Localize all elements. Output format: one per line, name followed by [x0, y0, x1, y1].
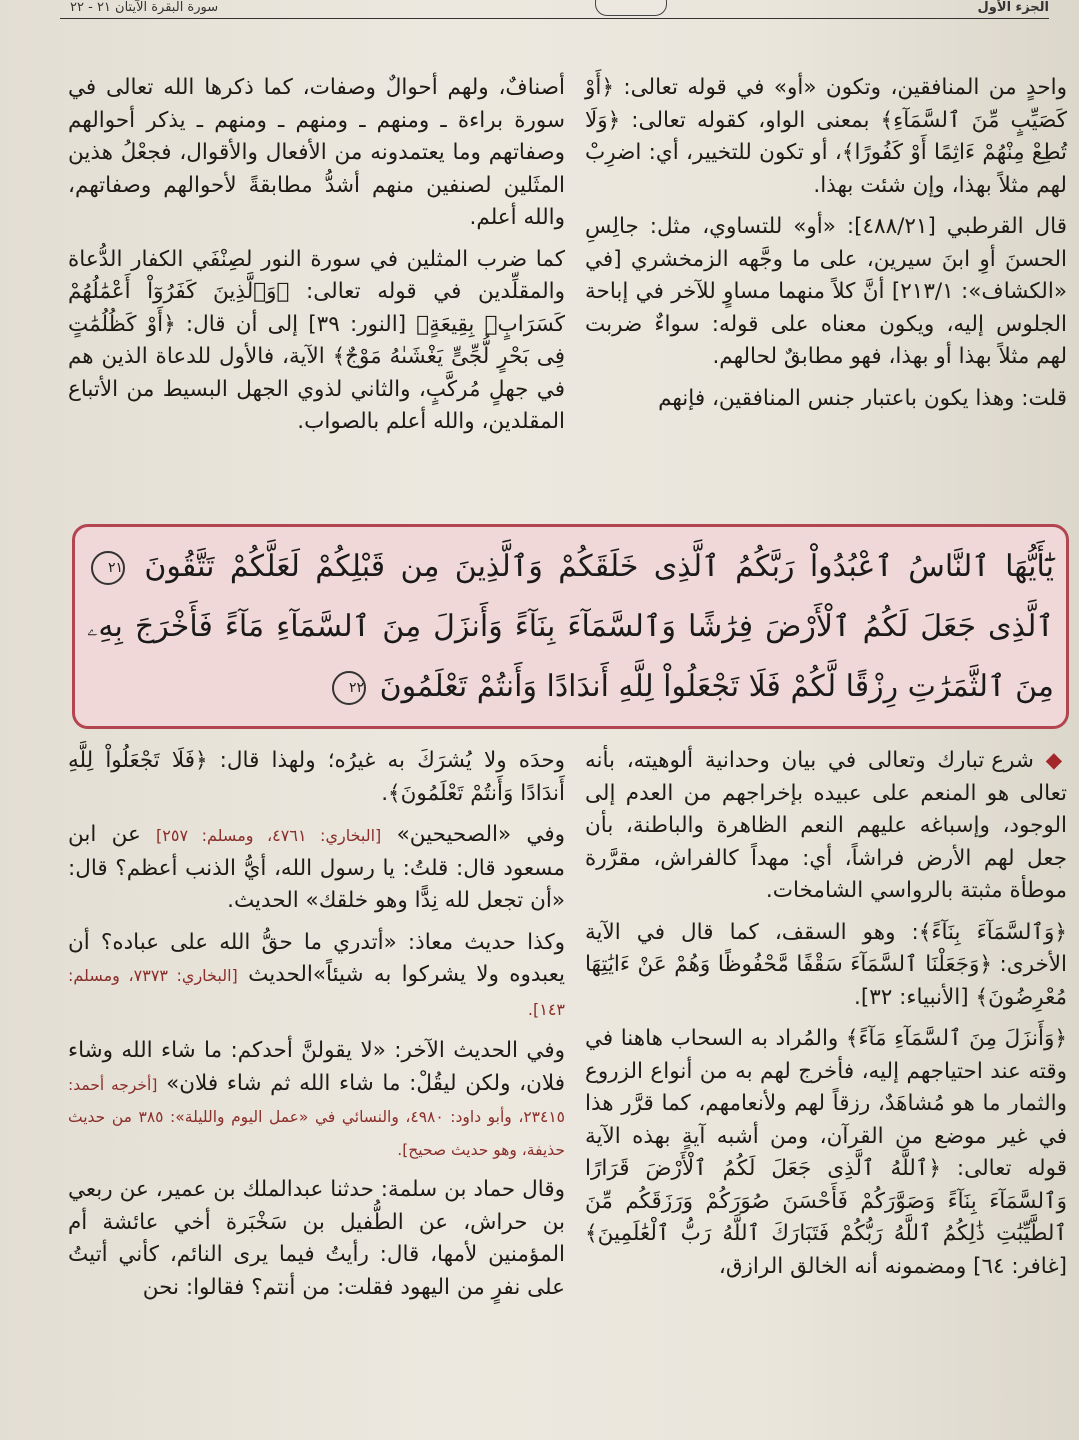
bottom-right-column [585, 745, 1067, 1292]
ayah-number-marker: ٢٢ [332, 671, 366, 705]
top-right-column [585, 72, 1067, 424]
header-juz: الجزء الأول [977, 0, 1049, 15]
page-number-frame [595, 0, 667, 16]
paragraph: واحدٍ من المنافقين، وتكون «أو» في قوله تعالى: ﴿أَوْ كَصَيِّبٍ مِّنَ ٱلسَّمَآءِ﴾ بمعنى الواو، كقوله تعالى: ﴿وَلَا تُطِعْ مِنْهُمْ ءَاثِمًا أَوْ كَفُورًا﴾، أو تكون للتخيير، أي: اضرِبْ لهم مثلاً بهذا، وإن شئت بهذا. [585, 75, 1067, 198]
paragraph [68, 1035, 565, 1165]
paragraph: وقال حماد بن سلمة: حدثنا عبدالملك بن عمير، عن ربعي بن حراش، عن الطُّفيل بن سَخْبَرة أخي عائشة أم المؤمنين لأمها، قال: رأيتُ فيما يرى النائم، كأني أتيتُ على نفرٍ من اليهود فقلت: من أنتم؟ فقالوا: نحن [68, 1177, 565, 1300]
page-header [60, 0, 1049, 19]
paragraph [68, 927, 565, 1027]
verse-21: يَٰٓأَيُّهَا ٱلنَّاسُ ٱعْبُدُواْ رَبَّكُمُ ٱلَّذِى خَلَقَكُمْ وَٱلَّذِينَ مِن قَبْلِكُمْ لَعَلَّكُمْ تَتَّقُونَ [144, 549, 1054, 584]
paragraph: وحدَه ولا يُشرَكَ به غيرُه؛ ولهذا قال: ﴿فَلَا تَجْعَلُواْ لِلَّهِ أَندَادًا وَأَنتُمْ تَعْلَمُونَ﴾. [68, 748, 565, 806]
paragraph: قال القرطبي [٤٨٨/٢١]: «أو» للتساوي، مثل: جالِسِ الحسنَ أوِ ابنَ سيرين، على ما وجَّهه الزمخشري [في «الكشاف»: ٢١٣/١] أنَّ كلاً منهما مساوٍ للآخر في إباحة الجلوس إليه، ويكون معناه على قوله: سواءٌ ضربت لهم مثلاً بهذا أو بهذا، فهو مطابقٌ لحالهم. [585, 214, 1067, 369]
quran-verse-box [72, 524, 1069, 729]
paragraph-text: وفي «الصحيحين» [396, 822, 565, 847]
diamond-icon: ◆ [1033, 748, 1068, 773]
verse-text [87, 537, 1054, 716]
paragraph [68, 819, 565, 918]
paragraph: أصنافٌ، ولهم أحوالٌ وصفات، كما ذكرها الله تعالى في سورة براءة ـ ومنهم ـ ومنهم ـ ومنهم ـ يذكر أحوالهم وصفاتهم وما يعتمدونه من الأفعال والأقوال، فجعْلُ هذين المثَلين لصنفين منهم أشدُّ مطابقةً لأحوالهم وصفاتهم، والله أعلم. [68, 75, 565, 230]
reference: [أخرجه أحمد: ٢٣٤١٥، وأبو داود: ٤٩٨٠، والنسائي في «عمل اليوم والليلة»: ٣٨٥ من حديث حذيفة، وهو حديث صحيح]. [68, 1075, 565, 1159]
paragraph-text: عن ابن مسعود قال: قلتُ: يا رسول الله، أيُّ الذنب أعظم؟ قال: «أن تجعل لله نِدًّا وهو خلقك» الحديث. [68, 822, 565, 913]
paragraph: كما ضرب المثلين في سورة النور لصِنْفَي الكفار الدُّعاة والمقلِّدين في قوله تعالى: ﴿وَٱلَّذِينَ كَفَرُوٓاْ أَعْمَٰلُهُمْ كَسَرَابٍۭ بِقِيعَةٍ﴾ [النور: ٣٩] إلى أن قال: ﴿أَوْ كَظُلُمَٰتٍ فِى بَحْرٍ لُّجِّىٍّ يَغْشَىٰهُ مَوْجٌ﴾ الآية، فالأول للدعاة الذين هم في جهلٍ مُركَّبٍ، والثاني لذوي الجهل البسيط من الأتباع المقلدين، والله أعلم بالصواب. [68, 246, 565, 434]
verse-22: ٱلَّذِى جَعَلَ لَكُمُ ٱلْأَرْضَ فِرَٰشًا وَٱلسَّمَآءَ بِنَآءً وَأَنزَلَ مِنَ ٱلسَّمَآءِ مَآءً فَأَخْرَجَ بِهِۦ مِنَ ٱلثَّمَرَٰتِ رِزْقًا لَّكُمْ فَلَا تَجْعَلُواْ لِلَّهِ أَندَادًا وَأَنتُمْ تَعْلَمُونَ [87, 609, 1054, 704]
bottom-left-column [68, 745, 565, 1313]
ayah-number-marker: ٢١ [91, 551, 125, 585]
header-surah: سورة البقرة الآيتان ٢١ - ٢٢ [70, 0, 219, 15]
reference: [البخاري: ٧٣٧٣، ومسلم: ١٤٣]. [68, 966, 565, 1019]
paragraph-text: وفي الحديث الآخر: «لا يقولنَّ أحدكم: ما شاء الله وشاء فلان، ولكن ليقُلْ: ما شاء الله ثم شاء فلان» [68, 1038, 565, 1096]
paragraph [585, 745, 1067, 908]
paragraph-text: شرع تبارك وتعالى في بيان وحدانية ألوهيته، بأنه تعالى هو المنعم على عبيده بإخراجهم من العدم إلى الوجود، وإسباغه عليهم النعم الظاهرة والباطنة، بأن جعل لهم الأرض فراشاً، أي: مهداً كالفراش، مقرَّرة موطأة مثبتة بالرواسي الشامخات. [585, 748, 1067, 903]
paragraph-text: وكذا حديث معاذ: «أتدري ما حقُّ الله على عباده؟ أن يعبدوه ولا يشركوا به شيئاً»الحديث [68, 929, 565, 987]
paragraph: ﴿وَٱلسَّمَآءَ بِنَآءً﴾: وهو السقف، كما قال في الآية الأخرى: ﴿وَجَعَلْنَا ٱلسَّمَآءَ سَقْفًا مَّحْفُوظًا وَهُمْ عَنْ ءَايَٰتِهَا مُعْرِضُونَ﴾ [الأنبياء: ٣٢]. [585, 919, 1067, 1010]
paragraph: ﴿وَأَنزَلَ مِنَ ٱلسَّمَآءِ مَآءً﴾ والمُراد به السحاب هاهنا في وقته عند احتياجهم إليه، فأخرج لهم به من أنواع الزروع والثمار ما هو مُشاهَدٌ، رزقاً لهم ولأنعامهم، كما قرَّر هذا في غير موضع من القرآن، ومن أشبه آيةٍ بهذه الآية قوله تعالى: ﴿ٱللَّهُ ٱلَّذِى جَعَلَ لَكُمُ ٱلْأَرْضَ قَرَارًا وَٱلسَّمَآءَ بِنَآءً وَصَوَّرَكُمْ فَأَحْسَنَ صُوَرَكُمْ وَرَزَقَكُم مِّنَ ٱلطَّيِّبَٰتِ ذَٰلِكُمُ ٱللَّهُ رَبُّكُمْ فَتَبَارَكَ ٱللَّهُ رَبُّ ٱلْعَٰلَمِينَ﴾ [غافر: ٦٤] ومضمونه أنه الخالق الرازق، [585, 1026, 1067, 1279]
top-left-column [68, 72, 565, 448]
paragraph: قلت: وهذا يكون باعتبار جنس المنافقين، فإنهم [658, 385, 1067, 411]
reference: [البخاري: ٤٧٦١، ومسلم: ٢٥٧] [156, 826, 382, 845]
